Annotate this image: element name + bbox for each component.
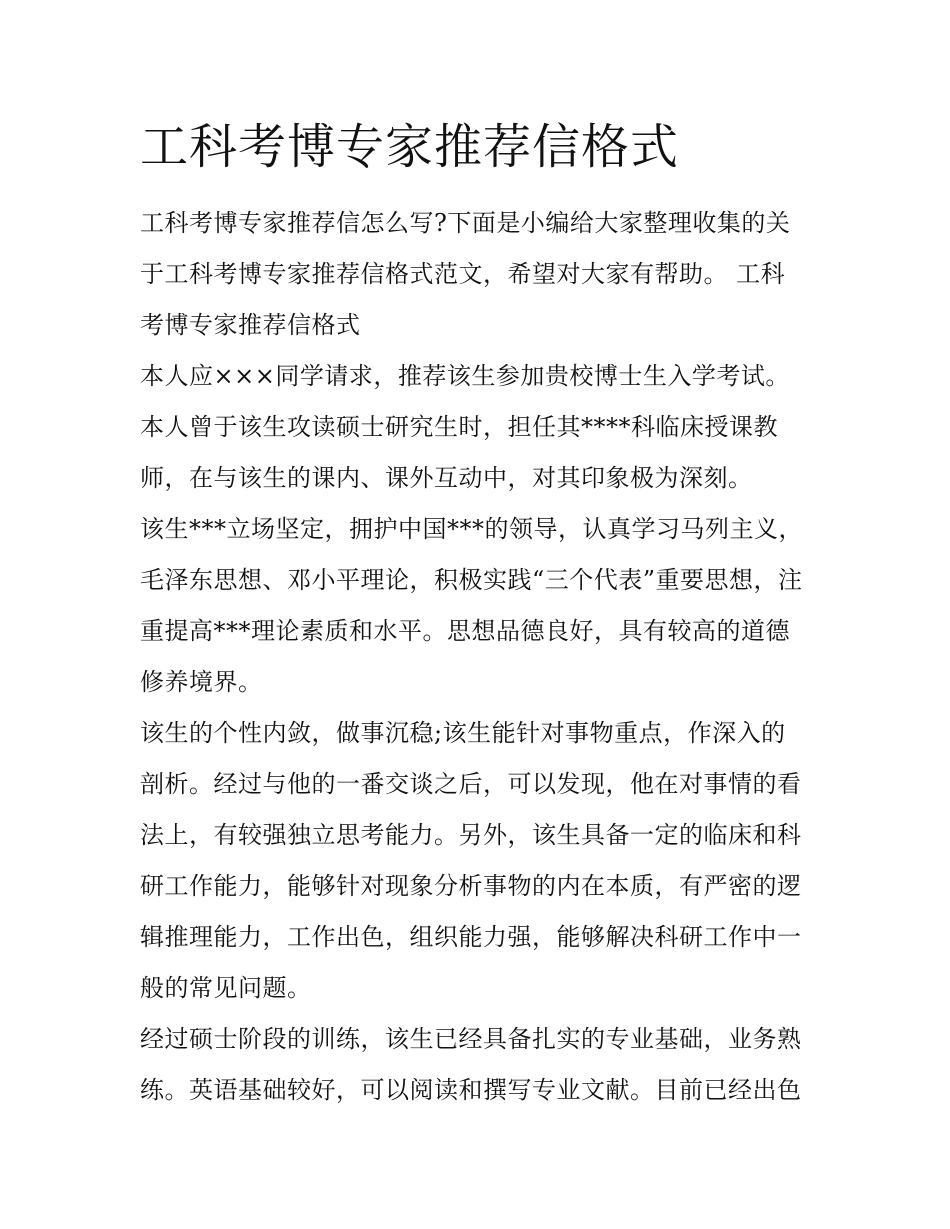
document-body [140,198,820,1116]
text-line: 辑推理能力，工作出色，组织能力强，能够解决科研工作中一 [140,923,802,951]
text-line: 于工科考博专家推荐信格式范文，希望对大家有帮助。 工科 [140,260,786,288]
text-line: 练。英语基础较好，可以阅读和撰写专业文献。目前已经出色 [140,1076,802,1104]
text-line: 考博专家推荐信格式 [140,311,361,339]
text-line: 本人应×××同学请求，推荐该生参加贵校博士生入学考试。 [140,362,790,390]
text-line: 工科考博专家推荐信怎么写?下面是小编给大家整理收集的关 [140,209,791,237]
text-line: 研工作能力，能够针对现象分析事物的内在本质，有严密的逻 [140,872,802,900]
document-title: 工科考博专家推荐信格式 [140,119,680,175]
text-line: 重提高***理论素质和水平。思想品德良好，具有较高的道德 [140,617,790,645]
text-line: 法上，有较强独立思考能力。另外，该生具备一定的临床和科 [140,821,802,849]
text-line: 该生的个性内敛，做事沉稳;该生能针对事物重点，作深入的 [140,719,786,747]
text-line: 修养境界。 [140,668,263,696]
text-line: 师，在与该生的课内、课外互动中，对其印象极为深刻。 [140,464,753,492]
text-line: 般的常见问题。 [140,974,312,1002]
text-line: 本人曾于该生攻读硕士研究生时，担任其****科临床授课教 [140,413,778,441]
text-line: 该生***立场坚定，拥护中国***的领导，认真学习马列主义， [140,515,803,543]
text-line: 经过硕士阶段的训练，该生已经具备扎实的专业基础，业务熟 [140,1025,802,1053]
text-line: 毛泽东思想、邓小平理论，积极实践“三个代表”重要思想，注 [140,566,803,594]
text-line: 剖析。经过与他的一番交谈之后，可以发现，他在对事情的看 [140,770,802,798]
